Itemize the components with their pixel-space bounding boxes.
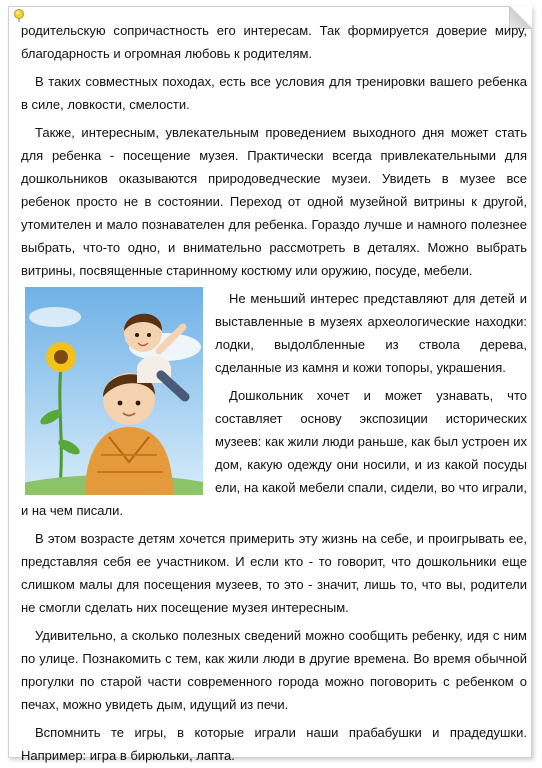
paragraph-6: В этом возрасте детям хочется примерить эту жизнь на себе, и проигрывать ее, представляя себя ее участником. И если кто - то говорит, что дошкольники еще слишком малы для посещения музеев, то это - значит, лишь то, что вы, родители не смогли сделать них посещение музея интересным. — [21, 531, 527, 615]
paragraph-4: Не меньший интерес представляют для детей и выставленные в музеях археологические находки: лодки, выдолбленные из ствола дерева, сделанные из камня и кожи топоры, украшения. — [215, 291, 527, 375]
father-child-illustration — [25, 287, 203, 495]
paragraph-1: родительскую сопричастность его интересам. Так формируется доверие миру, благодарность и огромная любовь к родителям. — [21, 23, 527, 61]
paragraph-7: Удивительно, а сколько полезных сведений можно сообщить ребенку, идя с ним по улице. Познакомить с тем, как жили люди в другие времена. Во время обычной прогулки по старой части современного города можно поговорить с ребенком о печах, можно увидеть дым, идущий из печи. — [21, 628, 527, 712]
document-page — [8, 6, 532, 763]
paragraph-2: В таких совместных походах, есть все условия для тренировки вашего ребенка в силе, ловкости, смелости. — [21, 74, 527, 112]
paragraph-3: Также, интересным, увлекательным проведением выходного дня может стать для ребенка - посещение музея. Практически всегда привлекательными для дошкольников оказываются природоведческие музеи. Увидеть в музее все ребенок просто не в состоянии. Переход от одной музейной витрины к другой, утомителен и мало познавателен для ребенка. Гораздо лучше и намного полезнее выбрать, что-то одно, и внимательно рассмотреть в деталях. Можно выбрать витрины, посвященные старинному костюму или оружию, посуде, мебели. — [21, 125, 527, 278]
paragraph-8: Вспомнить те игры, в которые играли наши прабабушки и прадедушки. Например: игра в бирюльки, лапта. — [21, 725, 527, 763]
paragraph-5: Дошкольник хочет и может узнавать, что составляет основу экспозиции исторических музеев: как жили люди раньше, как был устроен их дом, какую одежду они носили, и из какой посуды ели, на какой мебели спали, сидели, во что играли, и на чем писали. — [21, 388, 527, 518]
document-body — [21, 19, 527, 767]
